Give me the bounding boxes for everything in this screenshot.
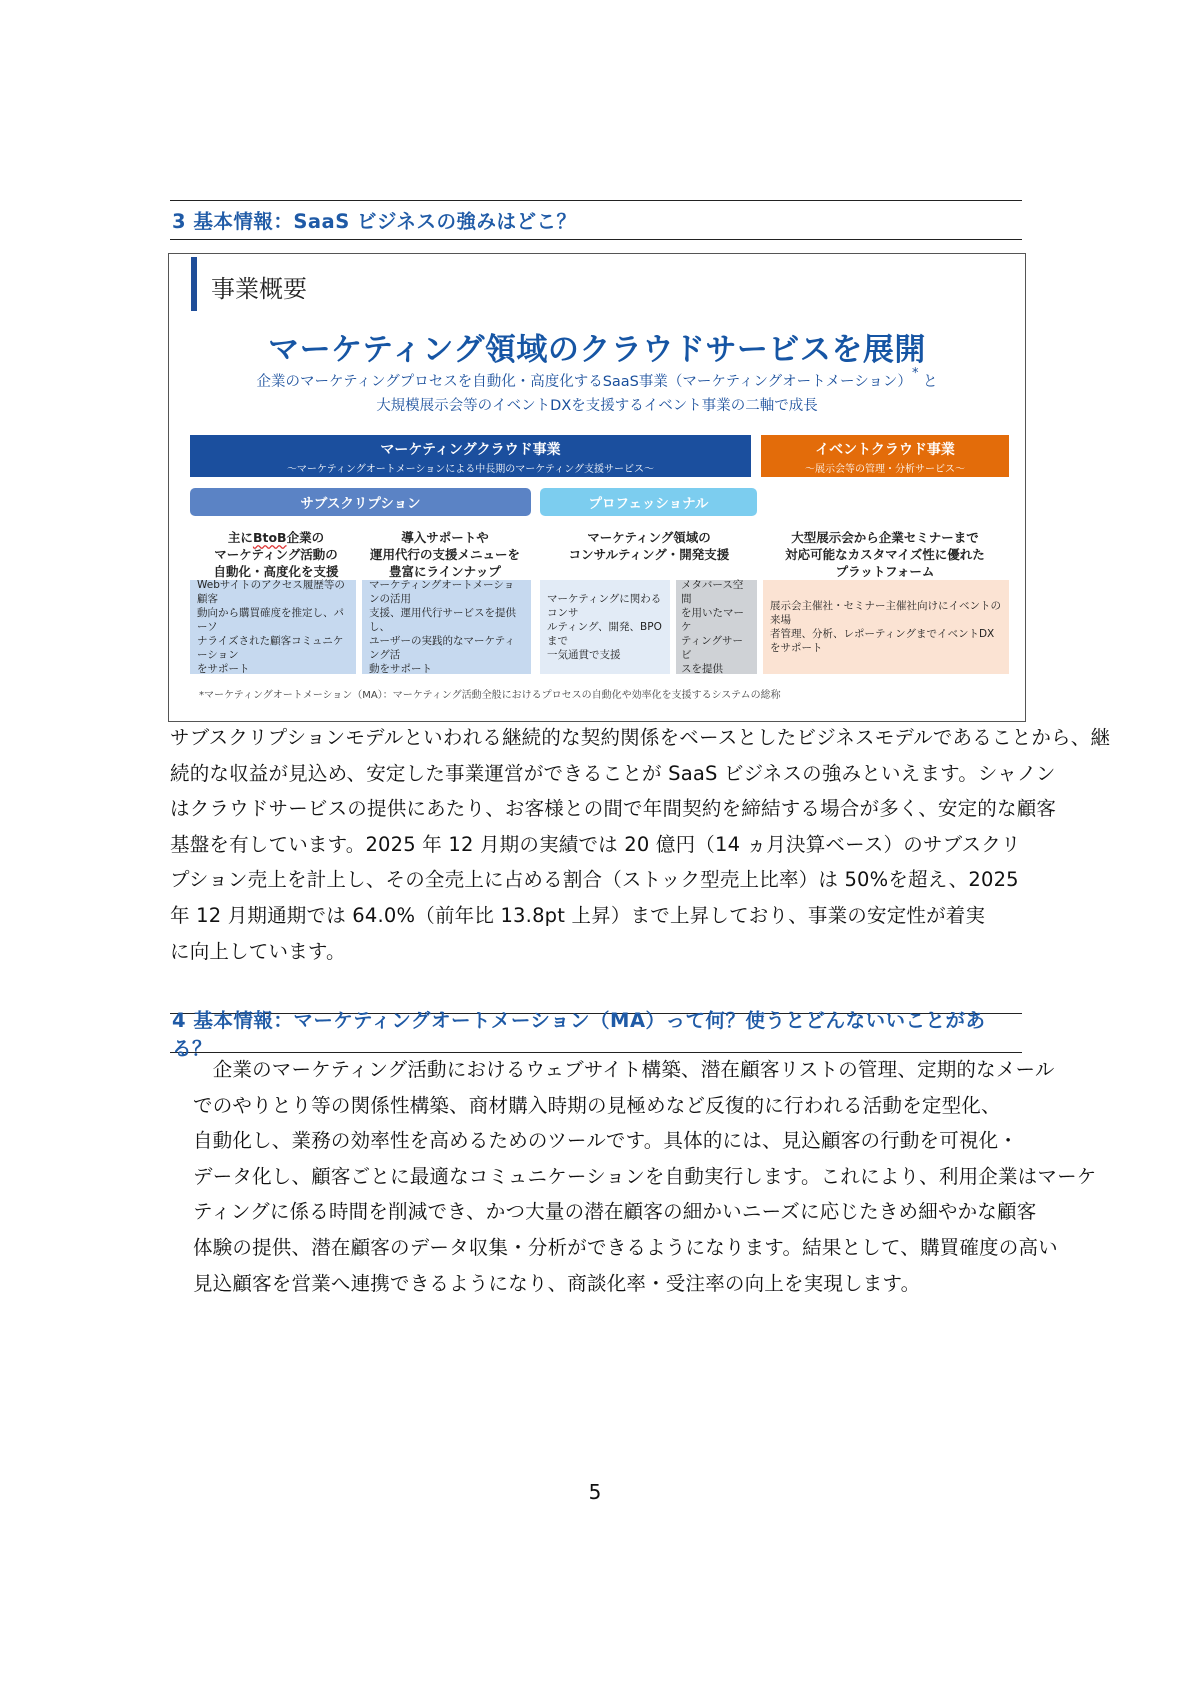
paragraph-line: 見込顧客を営業へ連携できるようになり、商談化率・受注率の向上を実現します。: [193, 1271, 921, 1295]
paragraph-line: データ化し、顧客ごとに最適なコミュニケーションを自動実行します。これにより、利用企業はマーケ: [193, 1164, 1097, 1188]
marketing-cloud-subtitle: ～マーケティングオートメーションによる中長期のマーケティング支援サービス～: [286, 464, 655, 475]
figure-footnote: *マーケティングオートメーション（MA）：マーケティング活動全般におけるプロセスの自動化や効率化を支援するシステムの総称: [199, 690, 781, 701]
figure-subtitle-line1: [169, 366, 1025, 391]
paragraph-line: に向上しています。: [170, 939, 346, 963]
box-event-dx: 展示会主催社・セミナー主催社向けにイベントの来場 者管理、分析、レポーティングまでイベントDXをサポート: [763, 580, 1009, 674]
paragraph-line: サブスクリプションモデルといわれる継続的な契約関係をベースとしたビジネスモデルであることから、継: [170, 726, 1111, 749]
heading-accent-bar: [191, 257, 197, 311]
professional-pill: プロフェッショナル: [540, 488, 757, 516]
section-3-paragraph: [170, 720, 1111, 969]
box-metaverse: メタバース空間 を用いたマーケ ティングサービ スを提供: [676, 580, 757, 674]
paragraph-line: 企業のマーケティング活動におけるウェブサイト構築、潜在顧客リストの管理、定期的なメール: [193, 1058, 1055, 1081]
page-number: 5: [588, 1480, 602, 1504]
section-3-heading: [170, 200, 1022, 240]
paragraph-line: 自動化し、業務の効率性を高めるためのツールです。具体的には、見込顧客の行動を可視化・: [193, 1129, 1019, 1153]
desc-professional: マーケティング領域の コンサルティング・開発支援: [568, 530, 730, 562]
desc-subscription-ma: [190, 529, 362, 580]
box-consulting: マーケティングに関わるコンサ ルティング、開発、BPOまで 一気通貫で支援: [540, 580, 670, 674]
marketing-cloud-title: マーケティングクラウド事業: [380, 442, 561, 458]
desc1-rest: 企業の マーケティング活動の 自動化・高度化を支援: [213, 530, 339, 579]
paragraph-line: 年 12 月期通期では 64.0%（前年比 13.8pt 上昇）まで上昇しており、事業の安定性が着実: [170, 903, 986, 927]
box-ma-operation: マーケティングオートメーションの活用 支援、運用代行サービスを提供し、 ユーザーの実践的なマーケティング活 動をサポート: [362, 580, 531, 674]
subscription-pill: サブスクリプション: [190, 488, 531, 516]
desc1-underlined: BtoB: [252, 530, 287, 545]
section-4-heading-text: 4 基本情報：マーケティングオートメーション（MA）って何？使うとどんないいことがある？: [172, 1009, 986, 1060]
business-overview-figure: [168, 253, 1026, 722]
paragraph-line: 基盤を有しています。2025 年 12 月期の実績では 20 億円（14 ヵ月決算ベース）のサブスクリ: [170, 832, 1021, 856]
paragraph-line: でのやりとり等の関係性構築、商材購入時期の見極めなど反復的に行われる活動を定型化、: [193, 1093, 1001, 1117]
section-4-heading: [170, 1009, 1022, 1060]
desc1-prefix: 主に: [227, 530, 253, 545]
figure-subtitle-line1-text: 企業のマーケティングプロセスを自動化・高度化するSaaS事業（マーケティングオートメーション）: [256, 374, 912, 390]
event-cloud-subtitle: ～展示会等の管理・分析サービス～: [805, 464, 965, 475]
figure-subtitle-line1-end: と: [923, 374, 938, 390]
section-4-paragraph: [193, 1052, 1097, 1301]
paragraph-line: 体験の提供、潜在顧客のデータ収集・分析ができるようになります。結果として、購買確度の高い: [193, 1235, 1058, 1259]
paragraph-line: 続的な収益が見込め、安定した事業運営ができることが SaaS ビジネスの強みといえます。シャノン: [170, 761, 1056, 785]
figure-heading: 事業概要: [211, 275, 307, 303]
paragraph-line: はクラウドサービスの提供にあたり、お客様との間で年間契約を締結する場合が多く、安定的な顧客: [170, 797, 1057, 821]
desc-event: 大型展示会から企業セミナーまで 対応可能なカスタマイズ性に優れた プラットフォーム: [785, 530, 985, 579]
event-cloud-band: [761, 435, 1009, 477]
paragraph-line: ティングに係る時間を削減でき、かつ大量の潜在顧客の細かいニーズに応じたきめ細やかな顧客: [193, 1200, 1037, 1224]
event-cloud-title: イベントクラウド事業: [815, 442, 955, 458]
paragraph-line: プション売上を計上し、その全売上に占める割合（ストック型売上比率）は 50%を超え、2025: [170, 868, 1019, 892]
marketing-cloud-band: [190, 435, 751, 477]
footnote-star: *: [911, 366, 919, 381]
desc-subscription-support: 導入サポートや 運用代行の支援メニューを 豊富にラインナップ: [369, 530, 520, 579]
section-3-heading-text: 3 基本情報：SaaS ビジネスの強みはどこ？: [172, 210, 577, 233]
figure-subtitle-line2: 大規模展示会等のイベントDXを支援するイベント事業の二軸で成長: [376, 398, 818, 414]
box-ma-personalization: Webサイトのアクセス履歴等の顧客 動向から購買確度を推定し、パーソ ナライズされた顧客コミュニケーション をサポート: [190, 580, 356, 674]
figure-main-title: マーケティング領域のクラウドサービスを展開: [268, 332, 926, 368]
